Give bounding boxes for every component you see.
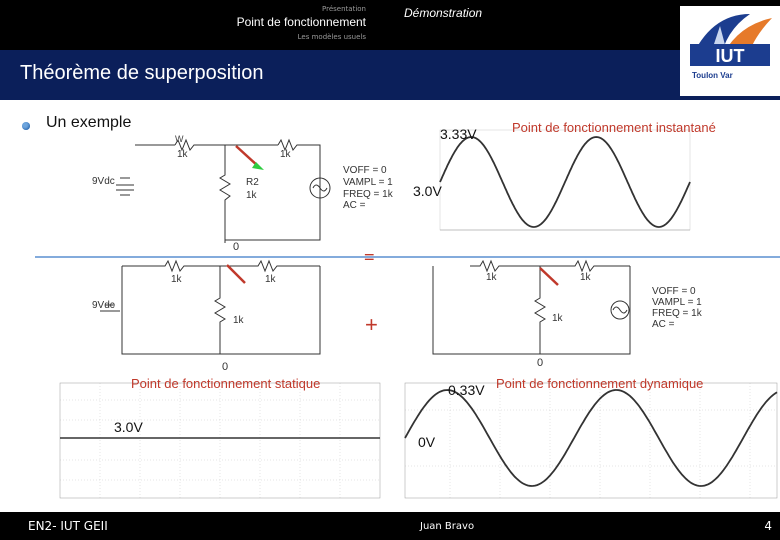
footer-left: EN2- IUT GEII: [28, 519, 108, 533]
logo-sub-text: Toulon Var: [692, 71, 733, 80]
c2-source: 9Vdc: [92, 300, 115, 311]
title-bar: [0, 50, 780, 100]
plus-sign: +: [365, 312, 378, 337]
c1-ground: 0: [233, 241, 240, 253]
c3-r-left: 1k: [486, 272, 497, 283]
c3-ac: AC =: [652, 319, 675, 330]
header-title: Point de fonctionnement: [236, 15, 366, 29]
page-number: 4: [764, 519, 772, 533]
equals-sign: =: [364, 247, 375, 267]
footer-center: Juan Bravo: [420, 521, 475, 532]
c1-voff: VOFF = 0: [343, 165, 387, 176]
logo-graphic: [680, 6, 780, 96]
c1-vsin-params: [343, 165, 394, 211]
logo-main-text: IUT: [715, 46, 745, 66]
c1-source: 9Vdc: [92, 176, 115, 187]
c3-r-mid: 1k: [552, 313, 563, 324]
graph-instant: [440, 130, 690, 230]
c3-ground: 0: [537, 357, 544, 369]
circuit-3: [433, 261, 630, 354]
c3-vampl: VAMPL = 1: [652, 297, 702, 308]
c3-vsin-params: [652, 286, 703, 330]
c2-r-mid: 1k: [233, 315, 244, 326]
label-0V: 0V: [418, 434, 436, 450]
graph-dynamic: [405, 383, 777, 498]
header-top-small: Présentation: [322, 5, 366, 13]
header-bottom-small: Les modèles usuels: [297, 33, 366, 41]
section-label: Démonstration: [404, 6, 483, 20]
label-033: 0.33V: [448, 382, 485, 398]
c3-voff: VOFF = 0: [652, 286, 696, 297]
diagram-area: [0, 100, 780, 512]
c3-freq: FREQ = 1k: [652, 308, 702, 319]
circuit-2: [100, 261, 320, 354]
c1-vampl: VAMPL = 1: [343, 177, 393, 188]
circuit-1: [116, 140, 330, 243]
c1-freq: FREQ = 1k: [343, 189, 393, 200]
label-instant: Point de fonctionnement instantané: [512, 120, 716, 135]
c1-r-left: 1k: [177, 149, 188, 160]
label-static: Point de fonctionnement statique: [131, 376, 321, 391]
label-30-top: 3.0V: [413, 183, 442, 199]
c1-r2-name: R2: [246, 177, 259, 188]
c1-r-right: 1k: [280, 149, 291, 160]
header-left-panel: [0, 0, 386, 50]
c1-ac: AC =: [343, 200, 366, 211]
c2-r-right: 1k: [265, 274, 276, 285]
c3-r-right: 1k: [580, 272, 591, 283]
c2-ground: 0: [222, 361, 229, 373]
slide-title: Théorème de superposition: [20, 62, 264, 84]
label-333-top: 3.33V: [440, 126, 477, 142]
c2-r-left: 1k: [171, 274, 182, 285]
label-30-static: 3.0V: [114, 419, 143, 435]
iut-logo: [680, 6, 780, 96]
footer-bar: [0, 512, 780, 540]
c1-r-left-icon-text: W: [175, 134, 184, 144]
c1-r2-val: 1k: [246, 190, 257, 201]
bullet-text: Un exemple: [46, 114, 132, 131]
label-dynamic: Point de fonctionnement dynamique: [496, 376, 704, 391]
graph-static: [60, 383, 380, 498]
